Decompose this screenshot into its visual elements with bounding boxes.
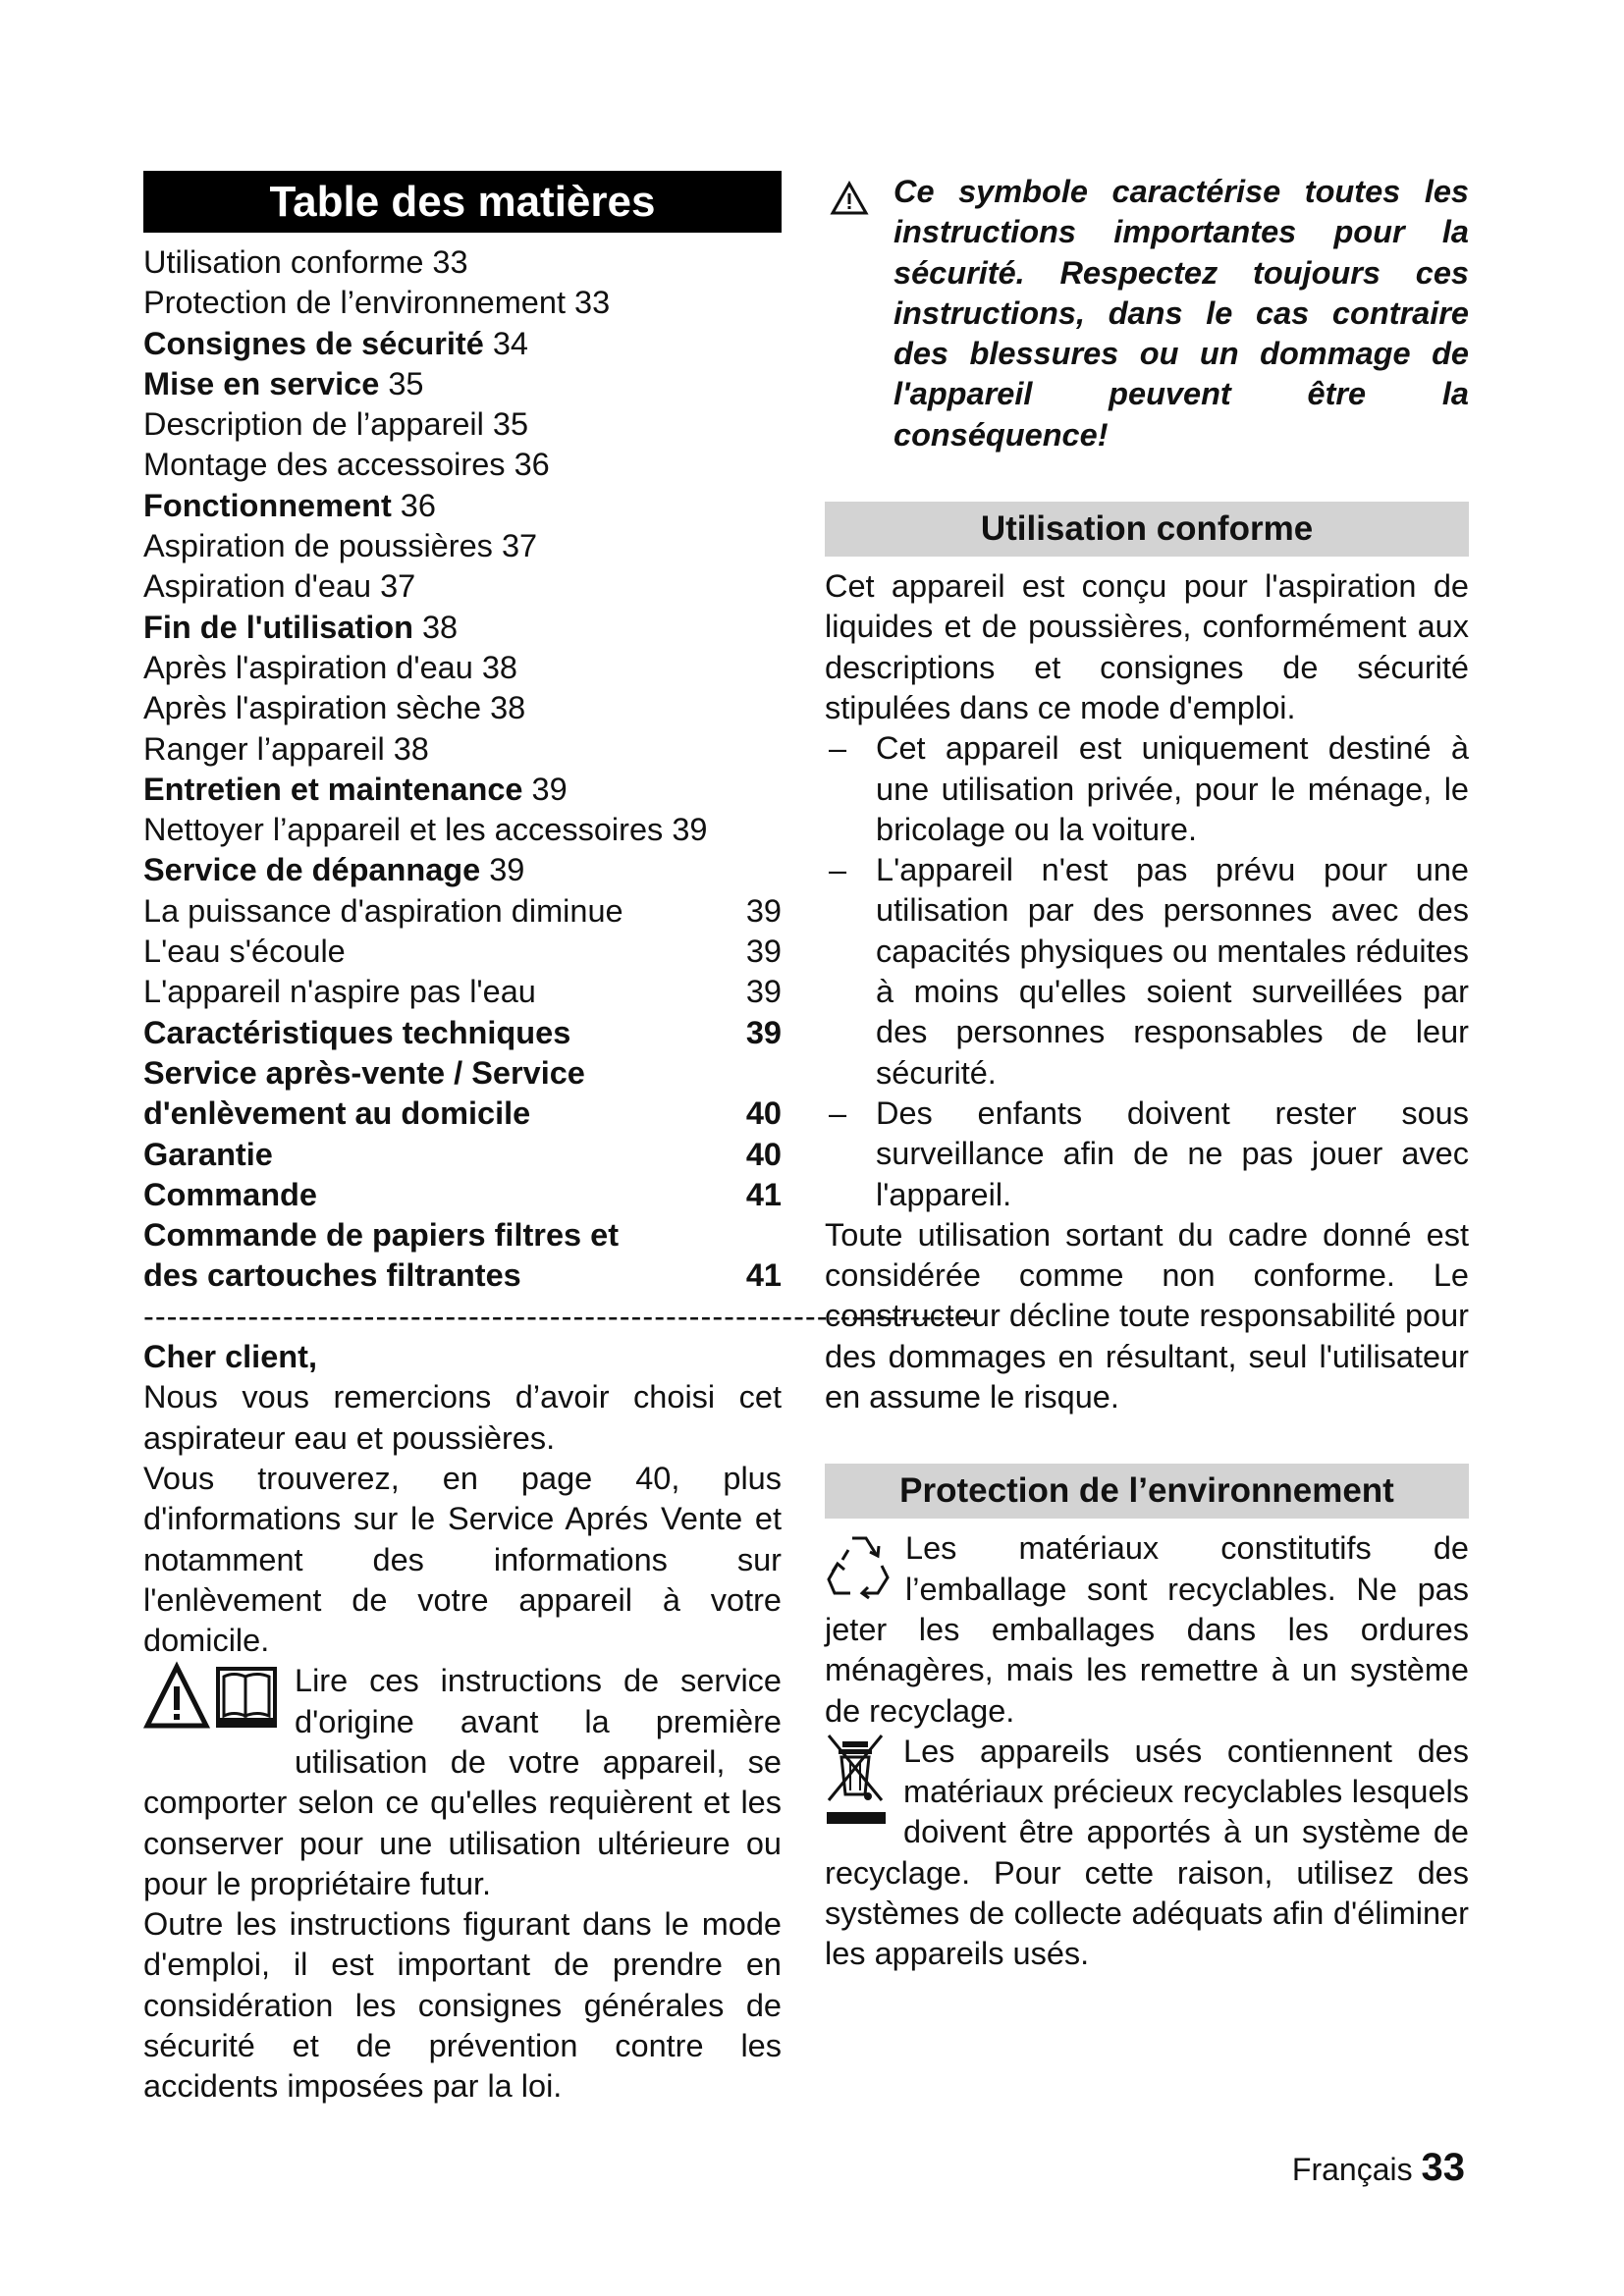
warning-icon bbox=[831, 182, 868, 225]
old-devices-note bbox=[825, 1732, 1469, 1975]
greeting: Cher client, bbox=[143, 1339, 317, 1375]
toc-entry-page: 38 bbox=[393, 730, 429, 767]
list-item bbox=[825, 1094, 1469, 1215]
toc-entry bbox=[143, 1094, 782, 1134]
toc-entry bbox=[143, 891, 782, 932]
toc-entry bbox=[143, 486, 782, 526]
toc-entry bbox=[143, 648, 782, 688]
list-item-text: Cet appareil est uniquement destiné à une utilisation privée, pour le ménage, le bricolage ou la voiture. bbox=[876, 730, 1469, 847]
toc-entry bbox=[143, 324, 782, 364]
intro-paragraph-3: Outre les instructions figurant dans le mode d'emploi, il est important de prendre en considération les consignes générales de sécurité et de prévention contre les accidents imposées par la loi. bbox=[143, 1906, 782, 2105]
toc-entry bbox=[143, 729, 782, 770]
intro-paragraph-1: Nous vous remercions d’avoir choisi cet aspirateur eau et poussières. bbox=[143, 1379, 782, 1456]
toc-entry bbox=[143, 810, 782, 850]
toc-entry-label: Description de l’appareil bbox=[143, 406, 484, 443]
toc-entry-label: Après l'aspiration sèche bbox=[143, 690, 482, 726]
toc-entry-page: 35 bbox=[492, 406, 529, 443]
toc-entry-page: 41 bbox=[745, 1176, 782, 1212]
toc-entry-label: La puissance d'aspiration diminue bbox=[143, 892, 623, 929]
toc-entry-page bbox=[742, 1053, 782, 1094]
toc-entry bbox=[143, 972, 782, 1012]
toc-entry bbox=[143, 242, 782, 283]
toc-entry bbox=[143, 1135, 782, 1175]
section-heading-utilisation: Utilisation conforme bbox=[825, 502, 1469, 557]
toc-entry-page: 38 bbox=[421, 609, 459, 645]
list-item bbox=[825, 728, 1469, 850]
toc-entry bbox=[143, 445, 782, 485]
list-item-text: Des enfants doivent rester sous surveillance afin de ne pas jouer avec l'appareil. bbox=[876, 1095, 1469, 1212]
spacer bbox=[825, 455, 1469, 502]
toc-entry bbox=[143, 1053, 782, 1094]
toc-entry bbox=[143, 932, 782, 972]
toc-entry-page: 39 bbox=[745, 974, 782, 1010]
toc-entry bbox=[143, 770, 782, 810]
dash-marker: – bbox=[829, 730, 847, 767]
toc-entry-page: 37 bbox=[380, 568, 416, 605]
section-heading-environnement: Protection de l’environnement bbox=[825, 1464, 1469, 1519]
warning-manual-icon bbox=[143, 1661, 281, 1743]
dash-marker: – bbox=[829, 852, 847, 888]
toc-entry-page: 38 bbox=[490, 690, 526, 726]
toc-entry bbox=[143, 404, 782, 445]
toc-entry-label: Garantie bbox=[143, 1136, 273, 1172]
toc-entry-page: 39 bbox=[745, 1014, 782, 1050]
toc-entry bbox=[143, 688, 782, 728]
toc-entry-page: 33 bbox=[574, 285, 611, 321]
toc-entry-page: 40 bbox=[745, 1095, 782, 1132]
toc-entry-page: 39 bbox=[489, 852, 525, 888]
page-footer bbox=[1292, 2146, 1465, 2190]
toc-entry-label: Caractéristiques techniques bbox=[143, 1014, 571, 1050]
toc-entry-label: Aspiration de poussières bbox=[143, 528, 493, 564]
footer-language: Français bbox=[1291, 2152, 1413, 2187]
toc-entry-page: 37 bbox=[501, 528, 538, 564]
packaging-text: Les matériaux constitutifs de l’emballage sont recyclables. Ne pas jeter les emballages dans les ordures ménagères, mais les remettre à un système de recyclage. bbox=[825, 1530, 1469, 1729]
list-item bbox=[825, 850, 1469, 1094]
toc-entry bbox=[143, 608, 782, 648]
toc-entry-page: 36 bbox=[514, 447, 550, 483]
toc-entry-label: Ranger l’appareil bbox=[143, 730, 385, 767]
safety-note-text: Ce symbole caractérise toutes les instructions importantes pour la sécurité. Respectez toujours ces instructions, dans le cas contraire des blessures ou un dommage de l'appareil peuvent être la conséquence! bbox=[893, 174, 1469, 453]
toc-list bbox=[143, 242, 782, 891]
toc-entry-page bbox=[742, 1215, 782, 1255]
toc-entry-label: Protection de l’environnement bbox=[143, 285, 566, 321]
read-instructions-text: Lire ces instructions de service d'origine avant la première utilisation de votre appareil, se comporter selon ce qu'elles requièrent et les conserver pour une utilisation ultérieure ou pour le propriétaire futur. bbox=[143, 1663, 782, 1901]
toc-entry-page: 39 bbox=[531, 771, 568, 807]
toc-entry-label: Nettoyer l’appareil et les accessoires bbox=[143, 812, 664, 848]
toc-entry-page: 38 bbox=[481, 649, 517, 685]
toc-entry-label: Montage des accessoires bbox=[143, 447, 506, 483]
toc-entry bbox=[143, 850, 782, 890]
toc-entry-label: L'eau s'écoule bbox=[143, 934, 346, 970]
toc-entry-label: Aspiration d'eau bbox=[143, 568, 372, 605]
toc-entry-page: 34 bbox=[492, 325, 528, 361]
toc-entry bbox=[143, 364, 782, 404]
recycling-icon bbox=[825, 1532, 893, 1609]
list-item-text: L'appareil n'est pas prévu pour une utilisation par des personnes avec des capacités physiques ou mentales réduites à moins qu'elles soient surveillées par des personnes responsables de leur sécurité. bbox=[876, 852, 1469, 1091]
toc-entry-label: Mise en service bbox=[143, 365, 380, 401]
toc-entry-label: Commande de papiers filtres et bbox=[143, 1217, 620, 1254]
toc-entry-page: 36 bbox=[400, 487, 436, 523]
toc-entry bbox=[143, 1215, 782, 1255]
toc-entry-page: 39 bbox=[745, 892, 782, 929]
toc-entry-page: 40 bbox=[745, 1136, 782, 1172]
spacer bbox=[825, 1417, 1469, 1464]
toc-entry-label: Fin de l'utilisation bbox=[143, 609, 413, 645]
toc-entry bbox=[143, 1175, 782, 1215]
toc-separator: ------------------------------------------------------------------------ bbox=[143, 1298, 980, 1334]
utilisation-outro: Toute utilisation sortant du cadre donné est considérée comme non conforme. Le constructeur décline toute responsabilité pour des dommages en résultant, seul l'utilisateur en assume le risque. bbox=[825, 1216, 1469, 1415]
read-instructions-note bbox=[143, 1661, 782, 1904]
utilisation-intro: Cet appareil est conçu pour l'aspiration de liquides et de poussières, conformément aux descriptions et consignes de sécurité stipulées dans ce mode d'emploi. bbox=[825, 568, 1469, 725]
toc-entry-page: 41 bbox=[745, 1257, 782, 1294]
toc-entry-label: Consignes de sécurité bbox=[143, 325, 484, 361]
toc-entry-label: Commande bbox=[143, 1176, 317, 1212]
toc-entry-label: Utilisation conforme bbox=[143, 244, 424, 280]
toc-entry-label: d'enlèvement au domicile bbox=[143, 1095, 531, 1132]
toc-aligned-list bbox=[143, 891, 782, 1297]
page-number: 33 bbox=[1421, 2146, 1465, 2189]
right-column bbox=[825, 172, 1469, 1975]
toc-entry-label: Service après-vente / Service bbox=[143, 1054, 585, 1091]
toc-entry-page: 39 bbox=[672, 812, 708, 848]
toc-title: Table des matières bbox=[143, 171, 782, 233]
left-column bbox=[143, 171, 980, 2108]
packaging-note bbox=[825, 1528, 1469, 1731]
safety-note bbox=[825, 172, 1469, 455]
old-devices-text: Les appareils usés contiennent des matériaux précieux recyclables lesquels doivent être apportés à un système de recyclage. Pour cette raison, utilisez des systèmes de collecte adéquats afin d'éliminer les appareils usés. bbox=[825, 1733, 1469, 1972]
toc-entry-label: Fonctionnement bbox=[143, 487, 392, 523]
toc-entry bbox=[143, 526, 782, 566]
toc-entry bbox=[143, 566, 782, 607]
toc-entry-label: Service de dépannage bbox=[143, 852, 481, 888]
toc-entry-label: Entretien et maintenance bbox=[143, 771, 523, 807]
toc-entry-page: 39 bbox=[745, 934, 782, 970]
toc-entry-page: 35 bbox=[388, 365, 424, 401]
toc-entry-label: des cartouches filtrantes bbox=[143, 1257, 521, 1294]
toc-entry bbox=[143, 1013, 782, 1053]
intro-paragraph-2: Vous trouverez, en page 40, plus d'informations sur le Service Aprés Vente et notamment des informations sur l'enlèvement de votre appareil à votre domicile. bbox=[143, 1460, 782, 1659]
toc-entry-label: L'appareil n'aspire pas l'eau bbox=[143, 974, 536, 1010]
dash-marker: – bbox=[829, 1095, 847, 1131]
toc-entry bbox=[143, 1255, 782, 1296]
utilisation-list bbox=[825, 728, 1469, 1215]
crossed-out-bin-icon bbox=[825, 1732, 890, 1840]
toc-entry bbox=[143, 283, 782, 323]
toc-entry-page: 33 bbox=[432, 244, 468, 280]
toc-entry-label: Après l'aspiration d'eau bbox=[143, 649, 473, 685]
